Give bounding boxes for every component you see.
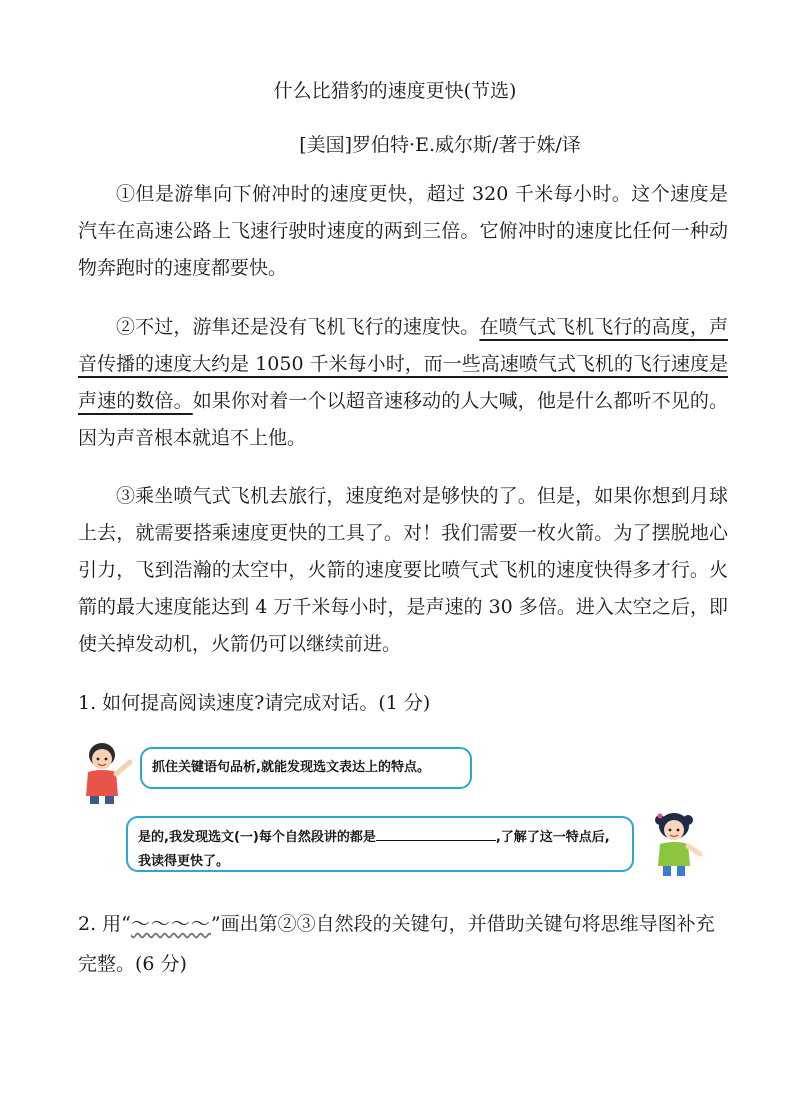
author-line: [美国]罗伯特·E.威尔斯/著于姝/译 bbox=[299, 134, 581, 156]
boy-speech-bubble: 抓住关键语句品析,就能发现选文表达上的特点。 bbox=[140, 747, 472, 789]
passage-title: 什么比猎豹的速度更快(节选) bbox=[273, 80, 517, 102]
question-2 bbox=[78, 904, 728, 984]
paragraph-3: ③乘坐喷气式飞机去旅行，速度绝对是够快的了。但是，如果你想到月球上去，就需要搭乘速度更快的工具了。对！我们需要一枚火箭。为了摆脱地心引力，飞到浩瀚的太空中，火箭的速度要比喷气式飞机的速度快得多才行。火箭的最大速度能达到 4 万千米每小时，是声速的 30 多倍。进入太空之后，即使关掉发动机，火箭仍可以继续前进。 bbox=[78, 485, 728, 655]
paragraph-2 bbox=[78, 309, 728, 457]
girl-speech-end: ,了解了这一特点后,我读得更快了。 bbox=[138, 830, 610, 869]
paragraph-1: ①但是游隼向下俯冲时的速度更快，超过 320 千米每小时。这个速度是汽车在高速公路上飞速行驶时速度的两到三倍。它俯冲时的速度比任何一种动物奔跑时的速度都要快。 bbox=[78, 183, 728, 279]
boy-avatar-icon bbox=[78, 740, 136, 804]
paragraph-2-underlined-sentence: 在喷气式飞机飞行的高度，声音传播的速度大约是 1050 千米每小时，而一些高速喷气式飞机的飞行速度是声速的数倍。 bbox=[78, 316, 728, 412]
girl-speech-start: 是的,我发现选文(一)每个自然段讲的都是 bbox=[138, 830, 376, 845]
answer-blank[interactable] bbox=[376, 826, 496, 841]
girl-avatar-icon bbox=[644, 810, 706, 878]
paragraph-2-start: ②不过，游隼还是没有飞机飞行的速度快。 bbox=[116, 316, 480, 338]
question-1: 1. 如何提高阅读速度?请完成对话。(1 分) bbox=[78, 692, 431, 714]
question-2-start: 2. 用“ bbox=[78, 913, 131, 935]
girl-speech-bubble bbox=[126, 816, 634, 872]
paragraph-2-end: 如果你对着一个以超音速移动的人大喊，他是什么都听不见的。因为声音根本就追不上他。 bbox=[78, 390, 728, 449]
question-2-end: ”画出第②③自然段的关键句，并借助关键句将思维导图补充完整。(6 分) bbox=[78, 913, 715, 975]
wavy-line-mark: ～～～～ bbox=[130, 913, 211, 935]
